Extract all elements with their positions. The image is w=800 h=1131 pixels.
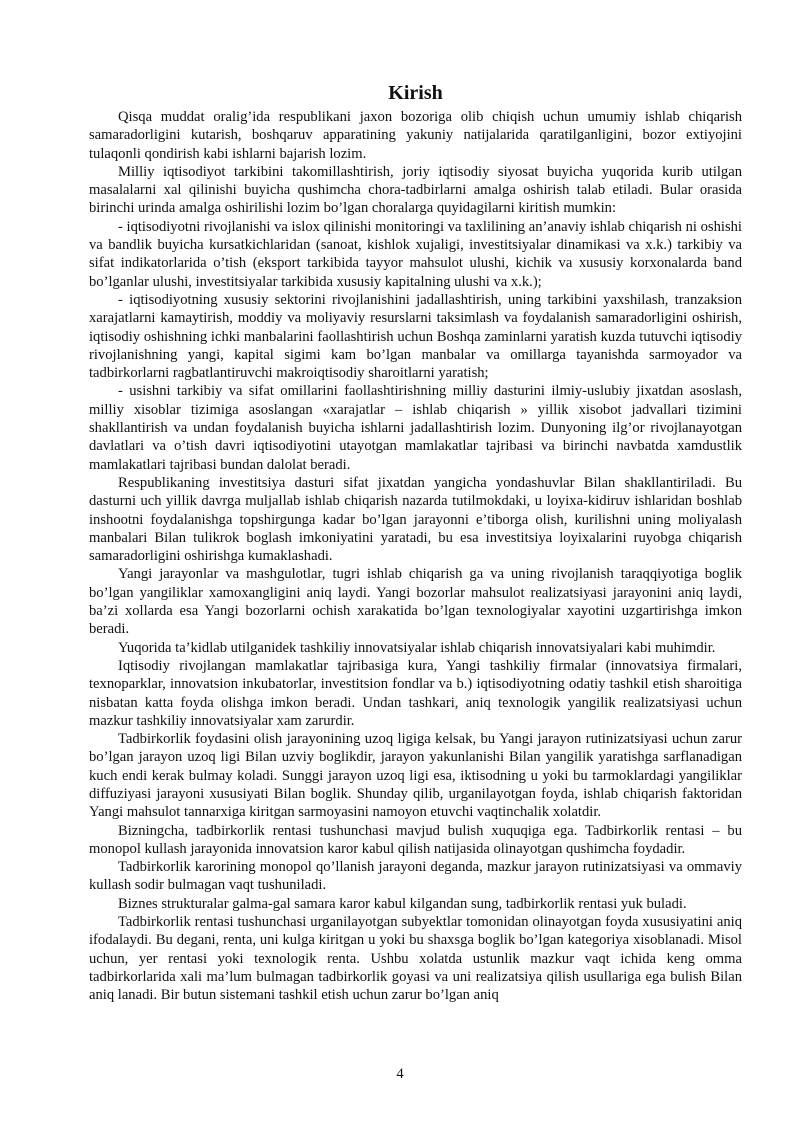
paragraph: - iqtisodiyotni rivojlanishi va islox qilinishi monitoringi va taxlilining an’anaviy ishlab chiqarish ni oshishi va bandlik buyicha kursatkichlaridan (sanoat, kishlok xujaligi, investitsiyalar dinamikasi va x.k.) tarkibiy va sifat indikatorlarida o’tish (eksport tarkibida tayyor mahsulot ulushi, kichik va xususiy korxonalarda band bo’lganlar ulushi, investitsiyalar tarkibida xususiy kapitalning ulushi va x.k.); [89, 218, 742, 290]
paragraph: Bizningcha, tadbirkorlik rentasi tushunchasi mavjud bulish xuquqiga ega. Tadbirkorlik rentasi – bu monopol kullash jarayonida innovatsion karor kabul qilish natijasida olinayotgan qushimcha foydadir. [89, 822, 742, 857]
paragraph: Qisqa muddat oralig’ida respublikani jaxon bozoriga olib chiqish uchun umumiy ishlab chiqarish samaradorligini kutarish, boshqaruv apparatining yakuniy natijalarida qaratilganligini, bozor extiyojini tulaqonli qondirish kabi ishlarni bajarish lozim. [89, 109, 742, 162]
paragraph: Milliy iqtisodiyot tarkibini takomillashtirish, joriy iqtisodiy siyosat buyicha yuqorida kurib utilgan masalalarni xal qilinishi buyicha qushimcha chora-tadbirlarni amalga oshirish talab etiladi. Bular orasida birinchi urinda amalga oshirilishi lozim bo’lgan choralarga quyidagilarni kiritish mumkin: [89, 163, 742, 217]
paragraph: Tadbirkorlik foydasini olish jarayonining uzoq ligiga kelsak, bu Yangi jarayon rutinizatsiyasi uchun zarur bo’lgan jarayon uzoq ligi Bilan uzviy boglikdir, jarayon yakunlanishi Bilan yangilik yaratishga sarflanadigan kuch endi kerak bulmay koladi. Sunggi jarayon uzoq ligi esa, iktisodning u yoki bu tarmoklardagi yangiliklar diffuziyasi jarayoni xususiyati Bilan boglik. Shunday qilib, urganilayotgan foyda, ishlab chiqarish faktoridan Yangi mahsulot tannarxiga kiritgan sarmoyasini namoyon etuvchi vaqtinchalik xolatdir. [89, 731, 742, 821]
paragraph: - usishni tarkibiy va sifat omillarini faollashtirishning milliy dasturini ilmiy-uslubiy jixatdan asoslash, milliy xisoblar tizimiga asoslangan «xarajatlar – ishlab chiqarish » yillik xisobot jadvallari tizimini shakllantirish va undan foydalanish buyicha ishlarni jadallashtirish lozim. Dunyoning ilg’or rivojlanayotgan davlatlari va o’tish davri iqtisodiyotini utayotgan mamlakatlar tajribasi va birinchi navbatda xamdustlik mamlakatlari tajribasi bundan dalolat beradi. [89, 383, 742, 473]
paragraph: Tadbirkorlik karorining monopol qo’llanish jarayoni deganda, mazkur jarayon rutinizatsiyasi va ommaviy kullash sodir bulmagan vaqt tushuniladi. [89, 859, 742, 894]
paragraph: Respublikaning investitsiya dasturi sifat jixatdan yangicha yondashuvlar Bilan shakllantiriladi. Bu dasturni uch yillik davrga muljallab ishlab chiqarish nazarda tutilmokdaki, u loyixa-kidiruv ishlaridan boshlab inshootni foydalanishga topshirgunga kadar bo’lgan jarayonni e’tiborga olish, kurilishni uning moliyalash manbalari Bilan tulikrok boglash imkoniyatini yaratadi, bu esa investitsiya loyixalarini ruyobga chiqarish samaradorligini oshirishga kumaklashadi. [89, 474, 742, 565]
paragraph: Iqtisodiy rivojlangan mamlakatlar tajribasiga kura, Yangi tashkiliy firmalar (innovatsiya firmalari, texnoparklar, innovatsion inkubatorlar, investitsion fondlar va b.) iqtisodiyotning odatiy tashkil etish sharoitiga nisbatan katta foyda olishga imkon beradi. Undan tashkari, aniq texnologik yangilik realizatsiyasi uchun mazkur tashkiliy innovatsiyalar xam zarurdir. [89, 657, 742, 729]
paragraph: Biznes strukturalar galma-gal samara karor kabul kilgandan sung, tadbirkorlik rentasi yuk buladi. [118, 895, 687, 912]
document-body [89, 108, 742, 1005]
document-title: Kirish [388, 82, 443, 104]
paragraph: - iqtisodiyotning xususiy sektorini rivojlanishini jadallashtirish, uning tarkibini yaxshilash, tranzaksion xarajatlarni kamaytirish, moddiy va moliyaviy resurslarni taksimlash va foydalanish samaradorligini oshirish, iqtisodiy oshishning ichki manbalarini faollashtirish uchun Boshqa zaminlarni yaratish kuzda tutuvchi iqtisodiy rivojlanishning yangi, kapital sigimi kam bo’lgan manbalar va omillarga tayanishda sarmoyador va tadbirkorlarni ragbatlantiruvchi makroiqtisodiy sharoitlarni yaratish; [89, 291, 742, 382]
paragraph: Tadbirkorlik rentasi tushunchasi urganilayotgan subyektlar tomonidan olinayotgan foyda xususiyatini aniq ifodalaydi. Bu degani, renta, uni kulga kiritgan u yoki bu shaxsga boglik bo’lgan kategoriya xisoblanadi. Misol uchun, yer rentasi yoki texnologik renta. Ushbu xolatda ustunlik mazkur vaqt ichida keng omma tadbirkorlarida xali ma’lum bulmagan tadbirkorlik goyasi va uni realizatsiya qilish usullariga ega bulish Bilan aniq lanadi. Bir butun sistemani tashkil etish uchun zarur bo’lgan aniq [89, 914, 742, 1004]
document-page [89, 80, 742, 1005]
paragraph: Yangi jarayonlar va mashgulotlar, tugri ishlab chiqarish ga va uning rivojlanish taraqqiyotiga boglik bo’lgan yangiliklar xamoxangligini aniq laydi. Yangi bozorlar mahsulot realizatsiyasi jarayonini aniq laydi, ba’zi xollarda esa Yangi bozorlarni ochish xarakatida bo’lgan texnologiyalar xayotini uzgartirishga imkon beradi. [89, 566, 742, 638]
paragraph: Yuqorida ta’kidlab utilganidek tashkiliy innovatsiyalar ishlab chiqarish innovatsiyalari kabi muhimdir. [118, 639, 716, 656]
page-number: 4 [396, 1066, 404, 1082]
